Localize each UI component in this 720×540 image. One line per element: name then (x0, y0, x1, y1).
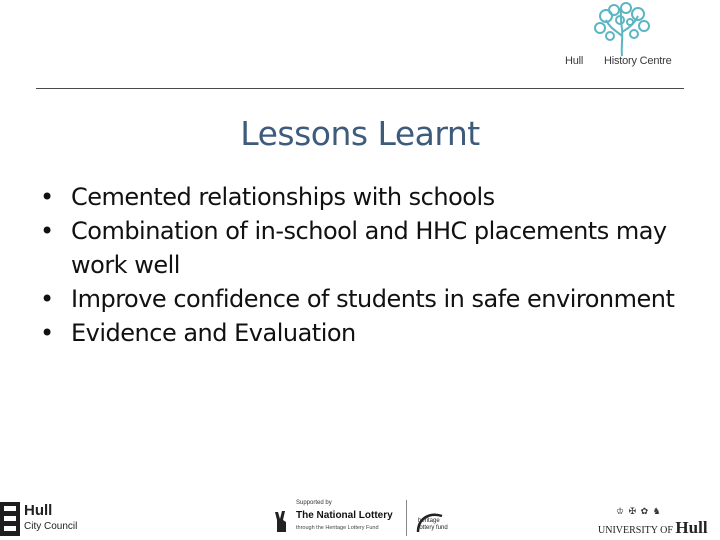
bullet-list (40, 180, 700, 350)
bullet-text: Combination of in-school and HHC placements may work well (71, 217, 667, 279)
national-lottery-logo (272, 500, 462, 536)
logo-text-hull: Hull (565, 55, 584, 67)
hull-city-council-logo (0, 502, 80, 536)
tree-icon (570, 2, 674, 56)
footer-logos (0, 492, 720, 540)
city-council-name: Hull (24, 502, 53, 519)
hull-history-centre-logo (558, 2, 688, 74)
bullet-item (40, 282, 700, 316)
bullet-item (40, 316, 700, 350)
bullet-icon: • (40, 285, 54, 313)
bullet-text: Improve confidence of students in safe environment (71, 285, 675, 313)
bullet-text: Evidence and Evaluation (71, 319, 356, 347)
bullet-icon: • (40, 217, 54, 245)
header-divider (36, 88, 684, 89)
crossed-fingers-icon (272, 510, 290, 532)
university-prefix: UNIVERSITY OF (598, 525, 673, 536)
hlf-text (418, 518, 448, 532)
lottery-through: through the Heritage Lottery Fund (296, 525, 379, 531)
university-name (598, 518, 708, 538)
hlf-line-1: heritage (418, 518, 440, 524)
lottery-name: The National Lottery (296, 510, 393, 521)
university-crest-icons: ♔ ✠ ✿ ♞ (616, 506, 662, 516)
hlf-line-2: lottery fund (418, 525, 448, 531)
university-hull: Hull (675, 518, 708, 537)
bullet-icon: • (40, 183, 54, 211)
bullet-item (40, 180, 700, 214)
logo-text-history-centre: History Centre (604, 55, 672, 67)
lottery-divider (406, 500, 407, 536)
bullet-item (40, 214, 700, 282)
bullet-text: Cemented relationships with schools (71, 183, 495, 211)
bullet-icon: • (40, 319, 54, 347)
crest-icon (0, 502, 20, 536)
slide-title: Lessons Learnt (240, 114, 480, 153)
lottery-supported-by: Supported by (296, 500, 332, 506)
university-of-hull-logo (596, 506, 720, 536)
city-council-sub: City Council (24, 521, 78, 532)
